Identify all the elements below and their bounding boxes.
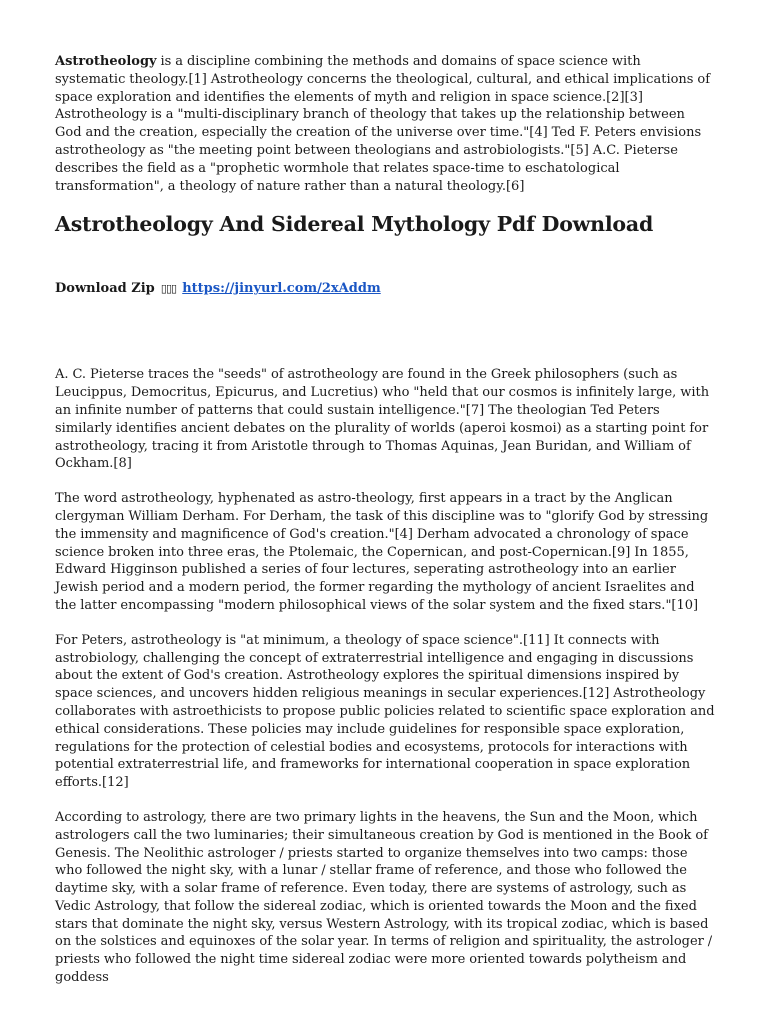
intro-paragraph bbox=[55, 53, 715, 195]
body-paragraph-2: The word astrotheology, hyphenated as astro-theology, first appears in a tract by the Anglican clergyman William Derham. For Derham, the task of this discipline was to "glorify God by stressing the immensity and magnificence of God's creation."[4] Derham advocated a chronology of space science broken into three eras, the Ptolemaic, the Copernican, and post-Copernican.[9] In 1855, Edward Higginson published a series of four lectures, seperating astrotheology into an earlier Jewish period and a modern period, the former regarding the mythology of ancient Israelites and the latter encompassing "modern philosophical views of the solar system and the fixed stars."[10] bbox=[55, 491, 709, 613]
body-paragraph-3: For Peters, astrotheology is "at minimum, a theology of space science".[11] It connects with astrobiology, challenging the concept of extraterrestrial intelligence and engaging in discussions about the extent of God's creation. Astrotheology explores the spiritual dimensions inspired by space sciences, and uncovers hidden religious meanings in secular experiences.[12] Astrotheology collaborates with astroethicists to propose public policies related to scientific space exploration and ethical considerations. These policies may include guidelines for responsible space exploration, regulations for the protection of celestial bodies and ecosystems, protocols for interactions with potential extraterrestrial life, and frameworks for international cooperation in space exploration efforts.[12] bbox=[55, 632, 715, 791]
download-link[interactable]: https://jinyurl.com/2xAddm bbox=[182, 281, 381, 297]
intro-text: is a discipline combining the methods and domains of space science with systematic theology.[1] Astrotheology concerns the theological, cultural, and ethical implications of space exploration and identifies the elements of myth and religion in space science.[2][3] Astrotheology is a "multi-disciplinary branch of theology that takes up the relationship between God and the creation, especially the creation of the universe over time."[4] Ted F. Peters envisions astrotheology as "the meeting point between theologians and astrobiologists."[5] A.C. Pieterse describes the field as a "prophetic wormhole that relates space-time to eschatological transformation", a theology of nature rather than a natural theology.[6] bbox=[55, 54, 711, 194]
document-page bbox=[55, 53, 715, 1004]
intro-term: Astrotheology bbox=[55, 54, 157, 69]
download-label: Download Zip bbox=[55, 281, 155, 297]
body-paragraph-1: A. C. Pieterse traces the "seeds" of astrotheology are found in the Greek philosophers (such as Leucippus, Democritus, Epicurus, and Lucretius) who "held that our cosmos is infinitely large, with an infinite number of patterns that could sustain intelligence."[7] The theologian Ted Peters similarly identifies ancient debates on the plurality of worlds (aperoi kosmoi) as a starting point for astrotheology, tracing it from Aristotle through to Thomas Aquinas, Jean Buridan, and William of Ockham.[8] bbox=[55, 367, 710, 472]
missing-glyph-icons: ▯▯▯ bbox=[160, 282, 177, 296]
download-line bbox=[55, 280, 715, 297]
page-title: Astrotheology And Sidereal Mythology Pdf Download bbox=[55, 212, 654, 237]
body-paragraph-4: According to astrology, there are two primary lights in the heavens, the Sun and the Moon, which astrologers call the two luminaries; their simultaneous creation by God is mentioned in the Book of Genesis. The Neolithic astrologer / priests started to organize themselves into two camps: those who followed the night sky, with a lunar / stellar frame of reference, and those who followed the daytime sky, with a solar frame of reference. Even today, there are systems of astrology, such as Vedic Astrology, that follow the sidereal zodiac, which is oriented towards the Moon and the fixed stars that dominate the night sky, versus Western Astrology, with its tropical zodiac, which is based on the solstices and equinoxes of the solar year. In terms of religion and spirituality, the astrologer / priests who followed the night time sidereal zodiac were more oriented towards polytheism and goddess bbox=[55, 809, 713, 986]
